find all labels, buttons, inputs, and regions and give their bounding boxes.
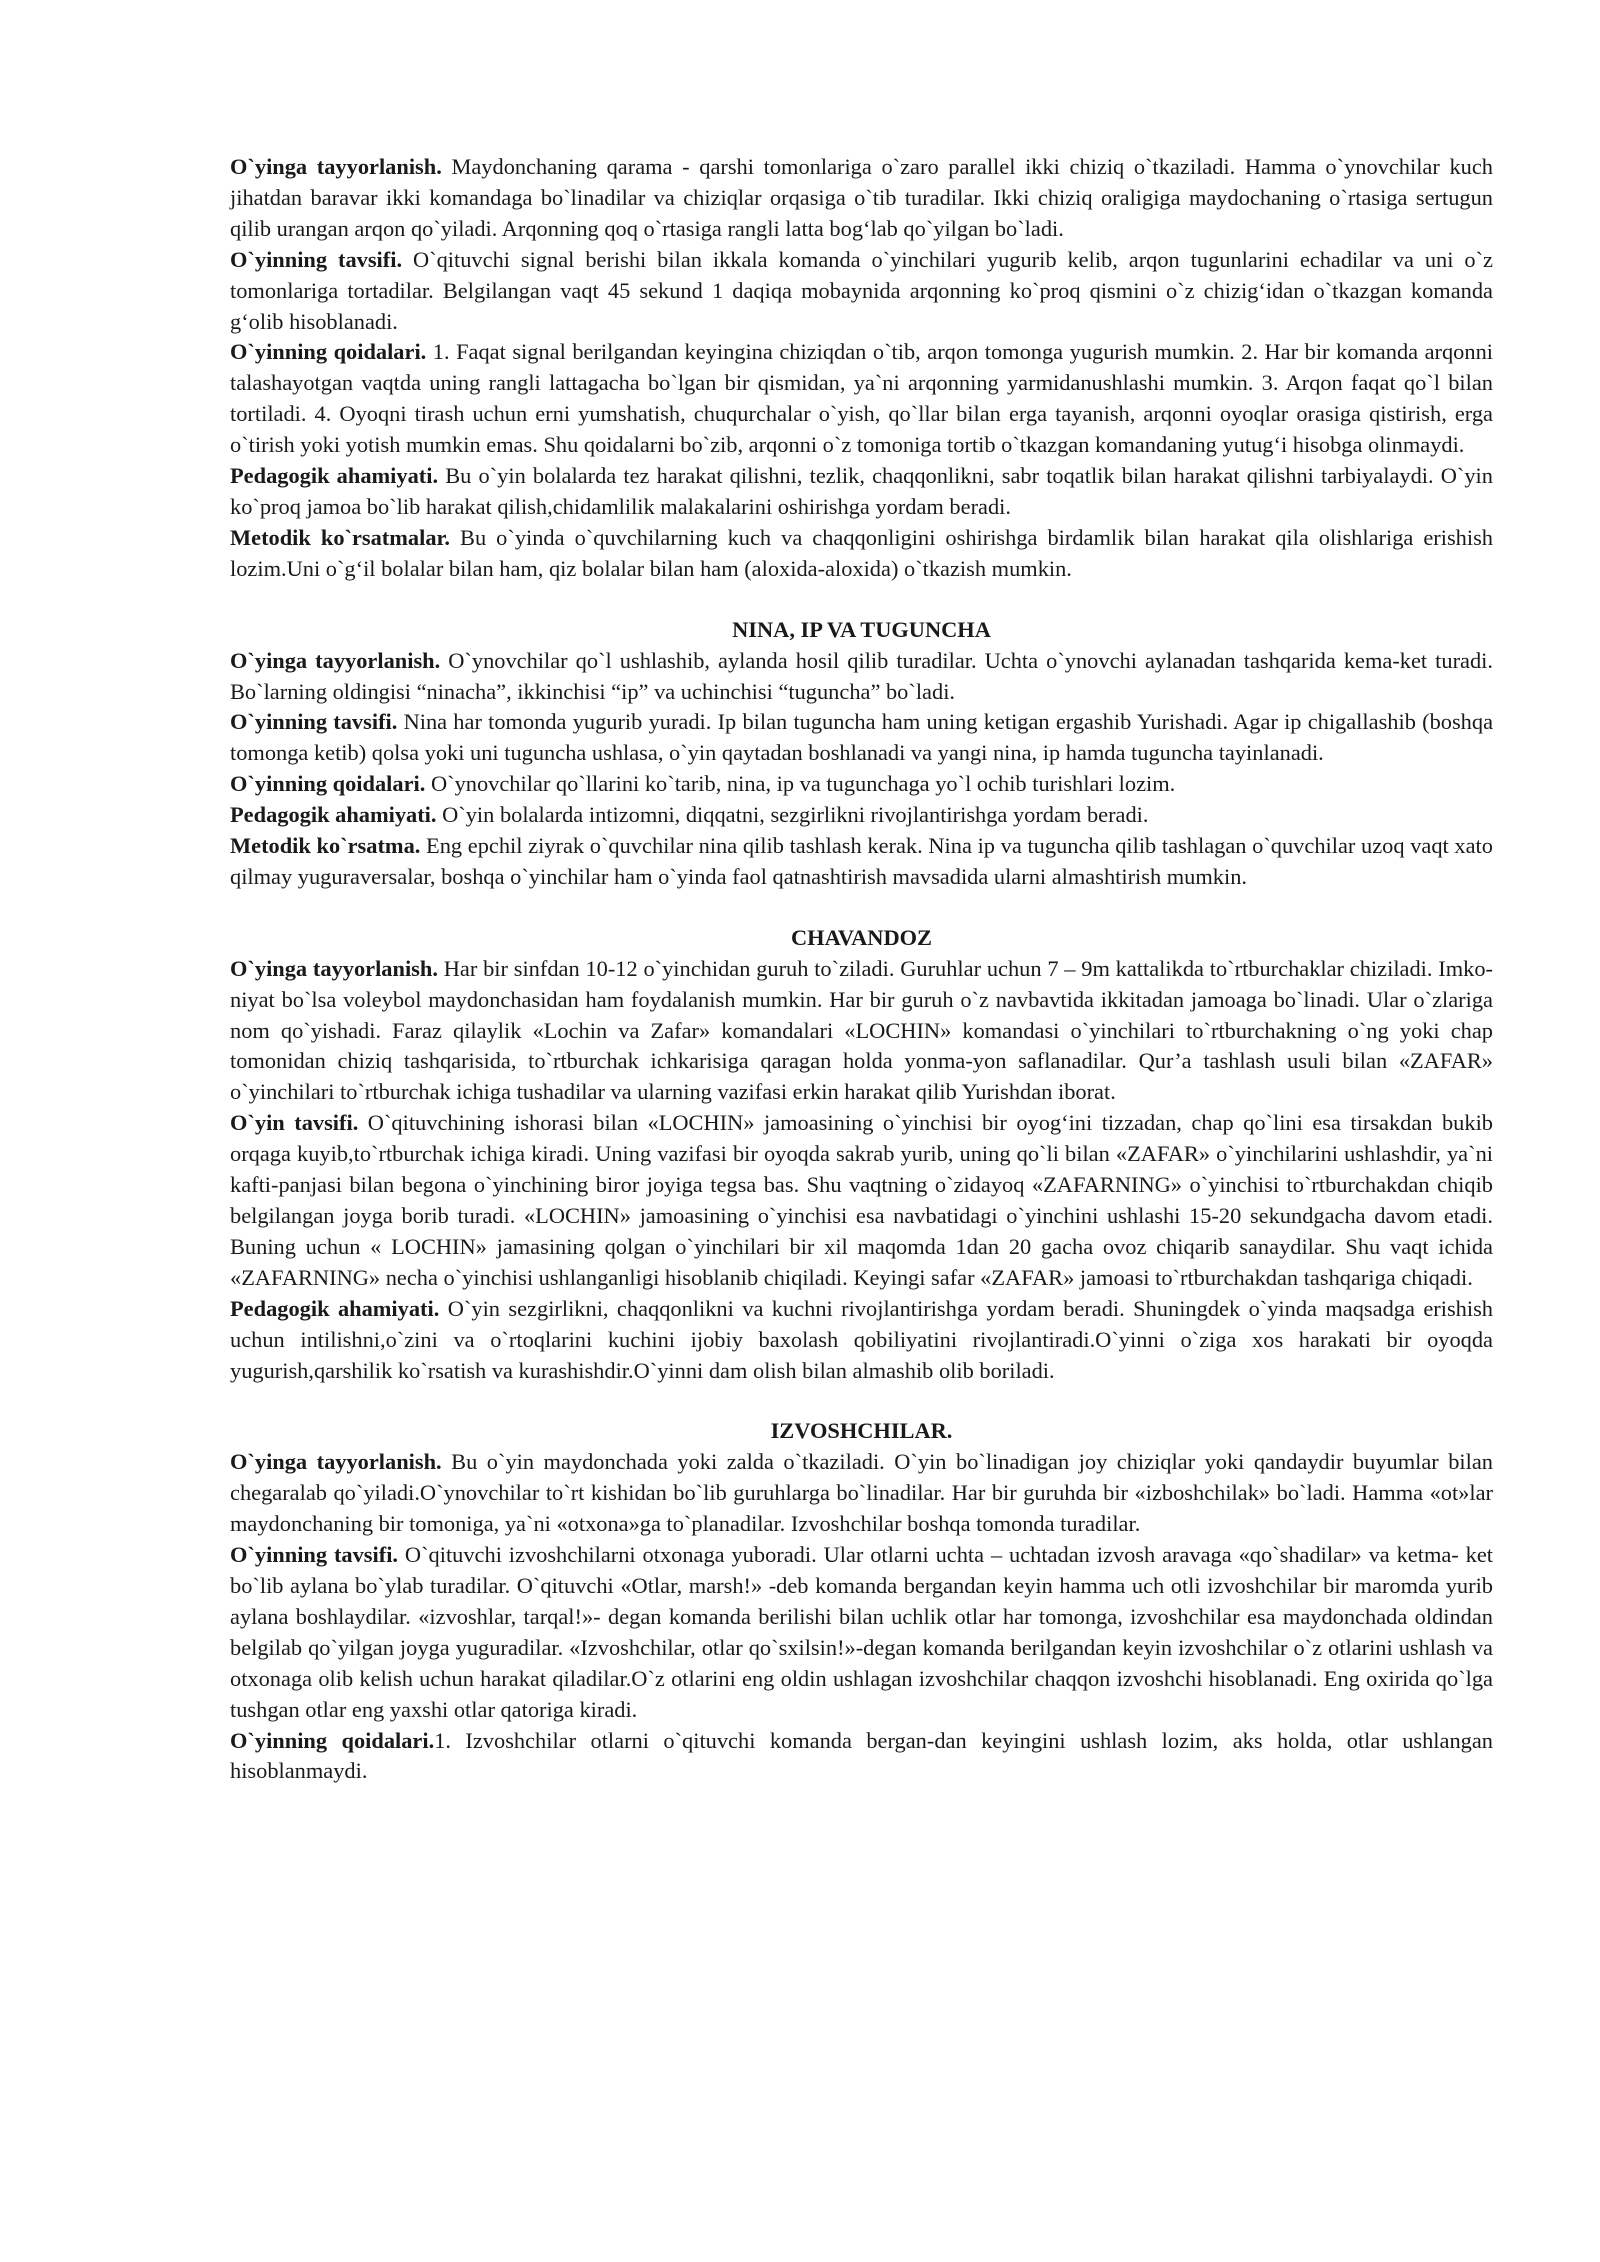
paragraph-text: 1. Faqat signal berilgandan keyingina chiziqdan o`tib, arqon tomonga yugurish mumkin. 2. Har bir komanda arqonni talashayotgan vaqtda uning rangli lattagacha bo`lgan bir qismidan, ya`ni arqonning yarmidanushlashi mumkin. 3. Arqon faqat qo`l bilan tortiladi. 4. Oyoqni tirash uchun erni yumshatish, chuqurchalar o`yish, qo`llar bilan erga tayanish, arqonni oyoqlar orasiga qistirish, erga o`tirish yoki yotish mumkin emas. Shu qoidalarni bo`zib, arqonni o`z tomoniga tortib o`tkazgan komandaning yutug‘i hisobga olinmaydi.	[230, 339, 1493, 458]
paragraph-pedagogical-value	[230, 800, 1493, 831]
paragraph-label: Metodik ko`rsatmalar.	[230, 524, 451, 550]
paragraph-label: O`yinga tayyorlanish.	[230, 1449, 442, 1475]
paragraph-label: O`yinning qoidalari.	[230, 1727, 435, 1753]
paragraph-rules	[230, 337, 1493, 461]
paragraph-text: Bu o`yin bolalarda tez harakat qilishni, tezlik, chaqqonlikni, sabr toqatlik bilan harakat qilishni tarbiyalaydi. O`yin ko`proq jamoa bo`lib harakat qilish,chidamlilik malakalarini oshirishga yordam beradi.	[230, 463, 1493, 519]
paragraph-text: O`yin bolalarda intizomni, diqqatni, sezgirlikni rivojlantirishga yordam beradi.	[436, 802, 1149, 828]
paragraph-label: O`yinning qoidalari.	[230, 339, 427, 365]
paragraph-label: Pedagogik ahamiyati.	[230, 463, 439, 489]
section-izvoshchilar	[230, 1416, 1493, 1787]
paragraph-description	[230, 245, 1493, 338]
section-title: IZVOSHCHILAR.	[770, 1418, 953, 1444]
paragraph-preparation	[230, 646, 1493, 708]
section-title: NINA, IP VA TUGUNCHA	[732, 616, 991, 642]
paragraph-pedagogical-value	[230, 1294, 1493, 1387]
document-page	[230, 152, 1493, 1787]
paragraph-label: O`yinga tayyorlanish.	[230, 955, 438, 981]
paragraph-rules	[230, 769, 1493, 800]
paragraph-text: Bu o`yinda o`quvchilarning kuch va chaqqonligini oshirishga birdamlik bilan harakat qila olishlariga erishish lozim.Uni o`g‘il bolalar bilan ham, qiz bolalar bilan ham (aloxida-aloxida) o`tkazish mumkin.	[230, 524, 1493, 581]
paragraph-label: O`yin tavsifi.	[230, 1110, 359, 1136]
paragraph-label: O`yinga tayyorlanish.	[230, 154, 442, 179]
paragraph-methodical-notes	[230, 523, 1493, 585]
paragraph-text: O`qituvchi izvoshchilarni otxonaga yuboradi. Ular otlarni uchta – uchtadan izvosh aravaga «qo`shadilar» va ketma- ket bo`lib aylana bo`ylab turadilar. O`qituvchi «Otlar, marsh!» -deb komanda bergandan keyin hamma uch otli izvoshchilar bir maromda yurib aylana boshlaydilar. «izvoshlar, tarqal!»- degan komanda berilishi bilan uchlik otlar har tomonga, izvoshchilar esa maydonchada oldindan belgilab qo`yilgan joyga yuguradilar. «Izvoshchilar, otlar qo`sxilsin!»-degan komanda berilgandan keyin izvoshchilar o`z otlarini ushlash va otxonaga olib kelish uchun harakat qiladilar.O`z otlarini eng oldin ushlagan izvoshchilar chaqqon izvoshchi hisoblanadi. Eng oxirida qo`lga tushgan otlar eng yaxshi otlar qatoriga kiradi.	[230, 1542, 1494, 1722]
paragraph-label: O`yinning tavsifi.	[230, 709, 398, 735]
paragraph-description	[230, 1108, 1493, 1293]
paragraph-description	[230, 1540, 1493, 1725]
paragraph-text: Nina har tomonda yugurib yuradi. Ip bilan tuguncha ham uning ketigan ergashib Yurishadi. Agar ip chigallashib (boshqa tomonga ketib) qolsa yoki uni tuguncha ushlasa, o`yin qaytadan boshlanadi va yangi nina, ip hamda tuguncha tayinlanadi.	[230, 709, 1494, 766]
paragraph-label: O`yinning tavsifi.	[230, 246, 403, 272]
paragraph-text: 1. Izvoshchilar otlarni o`qituvchi komanda bergan-dan keyingini ushlash lozim, aks holda, otlar ushlangan hisoblanmaydi.	[230, 1727, 1493, 1784]
paragraph-pedagogical-value	[230, 461, 1493, 523]
paragraph-text: O`qituvchi signal berishi bilan ikkala komanda o`yinchilari yugurib kelib, arqon tugunlarini echadilar va uni o`z tomonlariga tortadilar. Belgilangan vaqt 45 sekund 1 daqiqa mobaynida arqonning ko`proq qismini o`z chizig‘idan o`tkazgan komanda g‘olib hisoblanadi.	[230, 246, 1493, 334]
paragraph-text: Maydonchaning qarama - qarshi tomonlariga o`zaro parallel ikki chiziq o`tkaziladi. Hamma o`ynovchilar kuch jihatdan baravar ikki komandaga bo`linadilar va chiziqlar orqasiga o`tib turadilar. Ikki chiziq oraligiga maydochaning o`rtasiga sertugun qilib urangan arqon qo`yiladi. Arqonning qoq o`rtasiga rangli latta bog‘lab qo`yilgan bo`ladi.	[230, 154, 1493, 241]
paragraph-description	[230, 707, 1493, 769]
section-chavandoz	[230, 923, 1493, 1387]
paragraph-text: O`qituvchining ishorasi bilan «LOCHIN» jamoasining o`yinchisi bir oyog‘ini tizzadan, chap qo`lini esa tirsakdan bukib orqaga kuyib,to`rtburchak ichiga kiradi. Uning vazifasi bir oyoqda sakrab yurib, uning qo`li bilan «ZAFAR» o`yinchilarini ushlashdir, ya`ni kafti-panjasi bilan begona o`yinchining biror joyiga tegsa bas. Shu vaqtning o`zidayoq «ZAFARNING» o`yinchisi to`rtburchakdan chiqib belgilangan joyga borib turadi. «LOCHIN» jamoasining o`yinchisi esa navbatidagi o`yinchini ushlashi 15-20 sekundgacha davom etadi. Buning uchun « LOCHIN» jamasining qolgan o`yinchilari bir xil maqomda 1dan 20 gacha ovoz chiqarib sanaydilar. Shu vaqt ichida «ZAFARNING» necha o`yinchisi ushlanganligi hisoblanib chiqiladi. Keyingi safar «ZAFAR» jamoasi to`rtburchakdan tashqariga chiqadi.	[230, 1110, 1493, 1290]
paragraph-preparation	[230, 152, 1493, 245]
paragraph-label: O`yinning tavsifi.	[230, 1542, 399, 1568]
paragraph-text: Eng epchil ziyrak o`quvchilar nina qilib tashlash kerak. Nina ip va tuguncha qilib tashlagan o`quvchilar uzoq vaqt xato qilmay yuguraversalar, boshqa o`yinchilar ham o`yinda faol qatnashtirish mavsadida ularni almashtirish mumkin.	[230, 833, 1493, 889]
paragraph-rules	[230, 1726, 1493, 1788]
paragraph-label: Metodik ko`rsatma.	[230, 833, 421, 859]
paragraph-preparation	[230, 954, 1493, 1109]
paragraph-text: Har bir sinfdan 10-12 o`yinchidan guruh to`ziladi. Guruhlar uchun 7 – 9m kattalikda to`rtburchaklar chiziladi. Imko-niyat bo`lsa voleybol maydonchasidan ham foydalanish mumkin. Har bir guruh o`z navbavtida ikkitadan jamoaga bo`linadi. Ular o`zlariga nom qo`yishadi. Faraz qilaylik «Lochin va Zafar» komandalari «LOCHIN» komandasi o`yinchilari to`rtburchakning o`ng yoki chap tomonidan chiziq tashqarisida, to`rtburchak ichkarisiga qaragan holda yonma-yon saflanadilar. Qur’a tashlash usuli bilan «ZAFAR» o`yinchilari to`rtburchak ichiga tushadilar va ularning vazifasi erkin harakat qilib Yurishdan iborat.	[230, 955, 1493, 1105]
section-nina-ip-tuguncha	[230, 615, 1493, 893]
paragraph-methodical-notes	[230, 831, 1493, 893]
paragraph-text: O`ynovchilar qo`llarini ko`tarib, nina, ip va tugunchaga yo`l ochib turishlari lozim.	[425, 771, 1176, 797]
paragraph-text: O`yin sezgirlikni, chaqqonlikni va kuchni rivojlantirishga yordam beradi. Shuningdek o`yinda maqsadga erishish uchun intilishni,o`zini va o`rtoqlarini kuchini ijobiy baxolash qobiliyatini rivojlantiradi.O`yinni o`ziga xos harakati bir oyoqda yugurish,qarshilik ko`rsatish va kurashishdir.O`yinni dam olish bilan almashib olib boriladi.	[230, 1295, 1493, 1383]
section-title: CHAVANDOZ	[790, 924, 932, 950]
paragraph-text: Bu o`yin maydonchada yoki zalda o`tkaziladi. O`yin bo`linadigan joy chiziqlar yoki qandaydir buyumlar bilan chegaralab qo`yiladi.O`ynovchilar to`rt kishidan bo`lib guruhlarga bo`linadilar. Har bir guruhda bir «izboshchilak» bo`ladi. Hamma «ot»lar maydonchaning bir tomoniga, ya`ni «otxona»ga to`planadilar. Izvoshchilar boshqa tomonda turadilar.	[230, 1449, 1494, 1537]
paragraph-text: O`ynovchilar qo`l ushlashib, aylanda hosil qilib turadilar. Uchta o`ynovchi aylanadan tashqarida kema-ket turadi. Bo`larning oldingisi “ninacha”, ikkinchisi “ip” va uchinchisi “tuguncha” bo`ladi.	[230, 647, 1493, 704]
paragraph-label: Pedagogik ahamiyati.	[230, 802, 437, 828]
section-tug-of-war	[230, 152, 1493, 585]
paragraph-label: O`yinning qoidalari.	[230, 771, 426, 797]
paragraph-label: O`yinga tayyorlanish.	[230, 647, 441, 673]
paragraph-label: Pedagogik ahamiyati.	[230, 1295, 440, 1321]
paragraph-preparation	[230, 1447, 1493, 1540]
